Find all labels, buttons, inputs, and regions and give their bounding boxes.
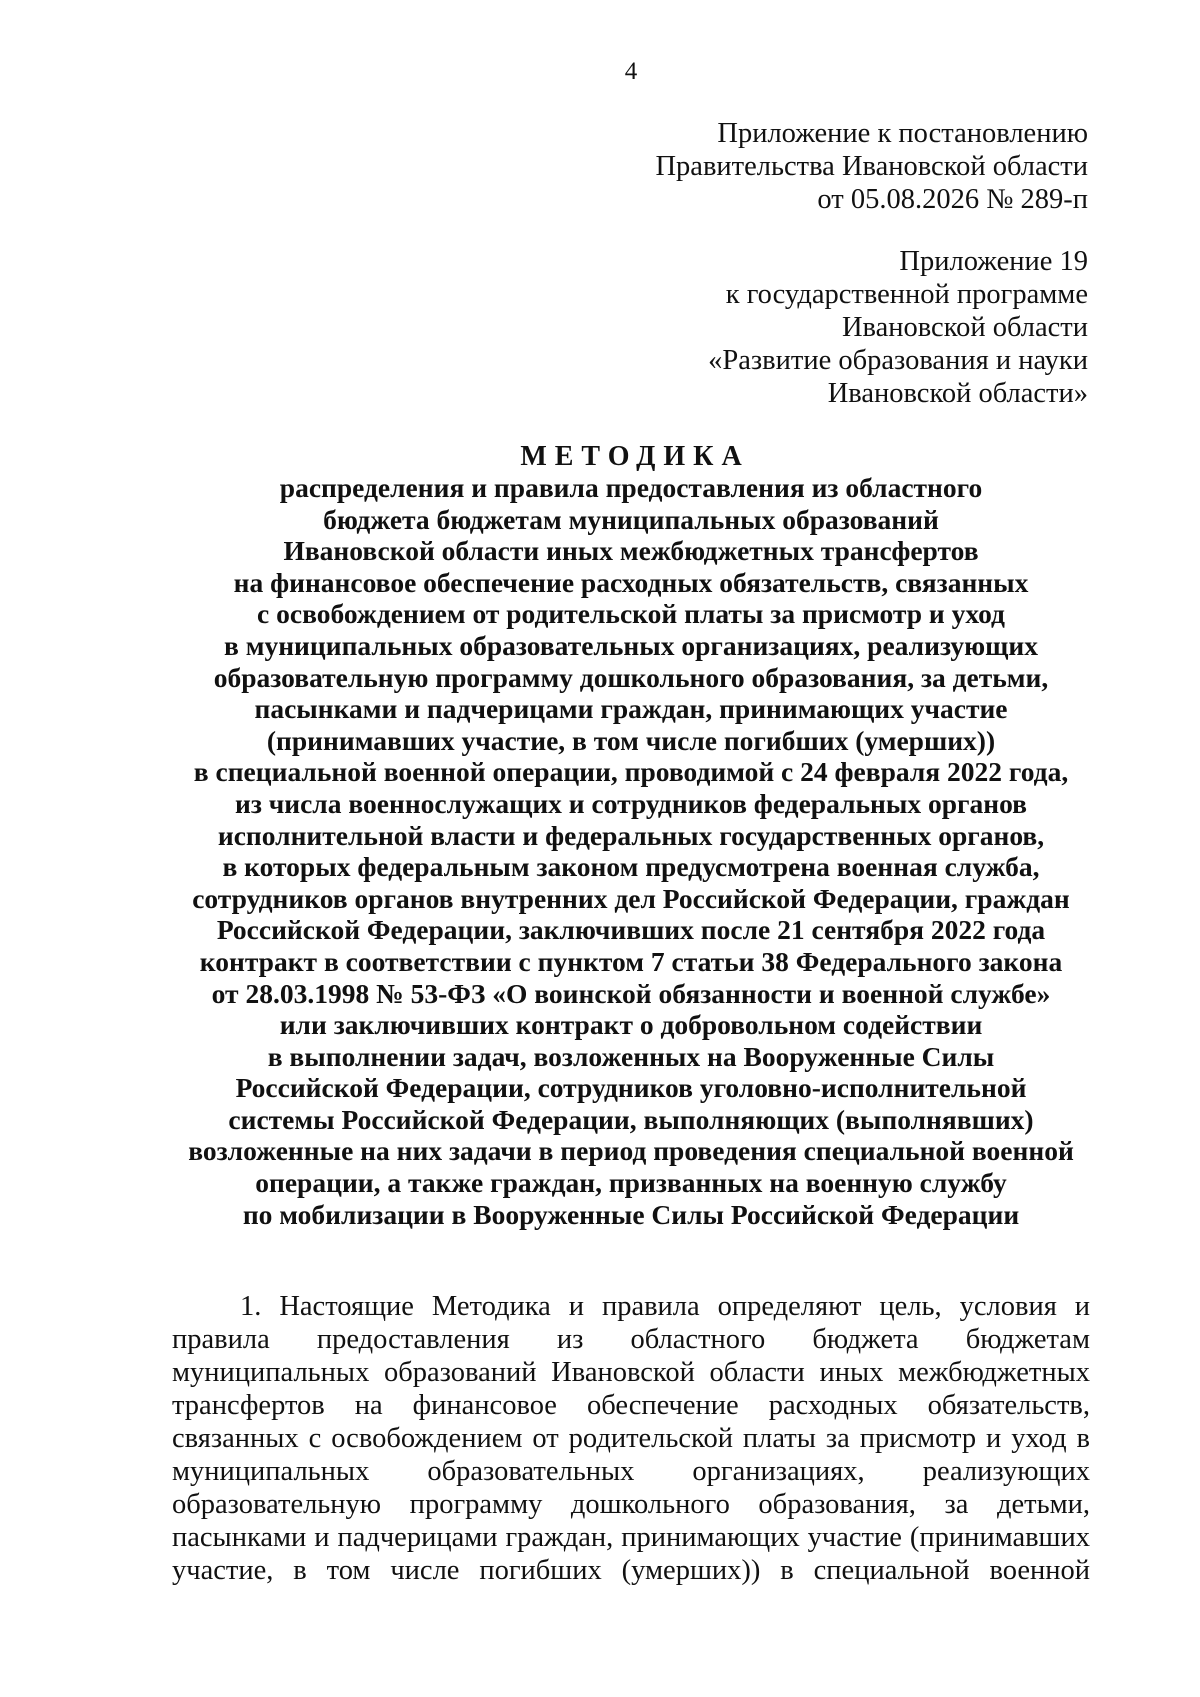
body-line: муниципальных образовательных организациях, реализующих xyxy=(172,1456,1090,1487)
title-line: бюджета бюджетам муниципальных образований xyxy=(323,503,939,535)
title-line: с освобождением от родительской платы за присмотр и уход xyxy=(257,598,1005,630)
appendix-line: Правительства Ивановской области xyxy=(655,151,1088,182)
title-line: из числа военнослужащих и сотрудников федеральных органов xyxy=(234,787,1028,819)
appendix-line: Ивановской области» xyxy=(827,378,1088,409)
appendix-block-program xyxy=(708,245,1088,410)
title-line: или заключивших контракт о добровольном содействии xyxy=(279,1009,983,1041)
appendix-line: «Развитие образования и науки xyxy=(708,345,1088,376)
body-line: связанных с освобождением от родительской платы за присмотр и уход в xyxy=(172,1423,1090,1454)
title-line: Российской Федерации, заключивших после 21 сентября 2022 года xyxy=(216,914,1046,946)
title-line: в которых федеральным законом предусмотрена военная служба, xyxy=(222,851,1040,883)
title-line: Ивановской области иных межбюджетных трансфертов xyxy=(283,535,979,567)
title-line: в выполнении задач, возложенных на Вооруженные Силы xyxy=(267,1040,995,1072)
document-title xyxy=(120,440,1142,1230)
appendix-line: Ивановской области xyxy=(841,312,1088,343)
title-line: Российской Федерации, сотрудников уголовно-исполнительной xyxy=(235,1072,1027,1104)
appendix-line: к государственной программе xyxy=(725,279,1088,310)
appendix-line: Приложение к постановлению xyxy=(717,118,1088,149)
body-line: образовательную программу дошкольного образования, за детьми, xyxy=(172,1489,1090,1520)
title-line: в муниципальных образовательных организациях, реализующих xyxy=(223,629,1038,661)
title-line: распределения и правила предоставления из областного xyxy=(279,472,983,503)
title-line: контракт в соответствии с пунктом 7 статьи 38 Федерального закона xyxy=(199,945,1063,977)
title-line: на финансовое обеспечение расходных обязательств, связанных xyxy=(233,566,1029,598)
body-line: 1. Настоящие Методика и правила определяют цель, условия и xyxy=(240,1291,1090,1322)
body-line: правила предоставления из областного бюджета бюджетам xyxy=(172,1324,1090,1355)
title-line: по мобилизации в Вооруженные Силы Российской Федерации xyxy=(242,1198,1020,1230)
body-line: муниципальных образований Ивановской области иных межбюджетных xyxy=(172,1357,1090,1388)
title-line: образовательную программу дошкольного образования, за детьми, xyxy=(213,661,1049,693)
title-line: операции, а также граждан, призванных на военную службу xyxy=(255,1167,1007,1199)
title-heading: МЕТОДИКА xyxy=(520,441,750,472)
title-line: исполнительной власти и федеральных государственных органов, xyxy=(217,819,1045,851)
title-line: пасынками и падчерицами граждан, принимающих участие xyxy=(254,693,1008,725)
body-line: пасынками и падчерицами граждан, принимающих участие (принимавших xyxy=(172,1522,1090,1553)
title-line: в специальной военной операции, проводимой с 24 февраля 2022 года, xyxy=(193,756,1069,788)
title-line: возложенные на них задачи в период проведения специальной военной xyxy=(188,1135,1074,1167)
title-line: системы Российской Федерации, выполняющих (выполнявших) xyxy=(228,1103,1034,1135)
appendix-line: от 05.08.2026 № 289-п xyxy=(817,184,1088,215)
appendix-line: Приложение 19 xyxy=(899,246,1088,277)
body-paragraph-1 xyxy=(172,1290,1090,1587)
body-line: участие, в том числе погибших (умерших)) в специальной военной xyxy=(172,1555,1090,1586)
appendix-block-resolution xyxy=(655,117,1088,216)
title-line: от 28.03.1998 № 53-ФЗ «О воинской обязанности и военной службе» xyxy=(211,977,1051,1009)
title-line: (принимавших участие, в том числе погибших (умерших)) xyxy=(266,724,996,756)
page-number: 4 xyxy=(624,58,638,85)
body-line: трансфертов на финансовое обеспечение расходных обязательств, xyxy=(172,1390,1090,1421)
title-line: сотрудников органов внутренних дел Российской Федерации, граждан xyxy=(192,882,1070,914)
